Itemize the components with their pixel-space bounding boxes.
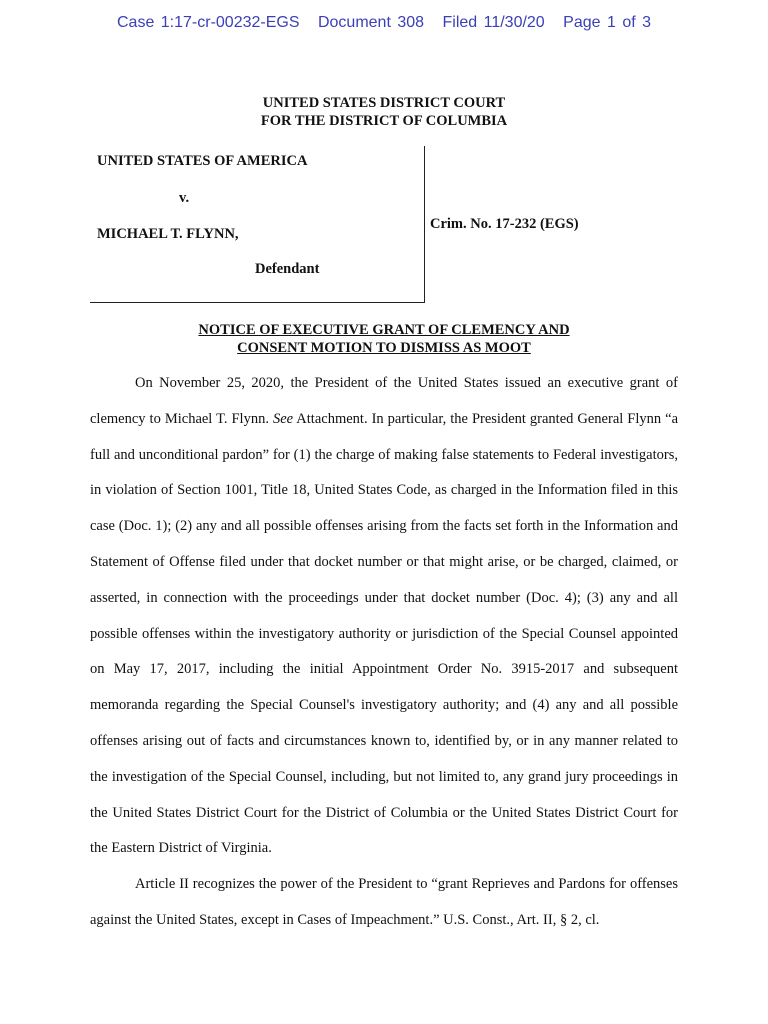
court-name: UNITED STATES DISTRICT COURT [262, 95, 506, 111]
paragraph-1-part-a: On November 25, 2020, the President of the United States issued an executive grant of clemency to Michael T. Flynn. [90, 375, 678, 427]
title-line-2: CONSENT MOTION TO DISMISS AS MOOT [237, 340, 531, 356]
versus-label: v. [179, 190, 190, 206]
paragraph-2: Article II recognizes the power of the President to “grant Reprieves and Pardons for offenses against the United States, except in Cases of Impeachment.” U.S. Const., Art. II, § 2, cl. [90, 876, 678, 928]
document-title [0, 321, 768, 357]
title-line-1: NOTICE OF EXECUTIVE GRANT OF CLEMENCY AND [198, 322, 570, 338]
case-number-stamp: Case 1:17-cr-00232-EGS [116, 14, 300, 31]
ecf-header-stamp [0, 14, 768, 32]
criminal-case-number: Crim. No. 17-232 (EGS) [430, 216, 579, 232]
case-caption [90, 146, 424, 302]
filed-date-stamp: Filed 11/30/20 [442, 14, 545, 31]
document-number-stamp: Document 308 [317, 14, 425, 31]
paragraph-1 [90, 366, 678, 867]
court-heading [0, 94, 768, 130]
caption-vertical-rule [424, 146, 425, 302]
see-signal: See [272, 410, 294, 427]
defendant-name: MICHAEL T. FLYNN, [97, 226, 239, 242]
defendant-label: Defendant [255, 261, 320, 277]
page-count-stamp: Page 1 of 3 [563, 14, 651, 31]
court-district: FOR THE DISTRICT OF COLUMBIA [260, 113, 508, 129]
paragraph-1-part-b: Attachment. In particular, the President granted General Flynn “a full and unconditional pardon” for (1) the charge of making false statements to Federal investigators, in violation of Section 1001, Title 18, United States Code, as charged in the Information filed in this case (Doc. 1); (2) any and all possible offenses arising from the facts set forth in the Information and Statement of Offense filed under that docket number or that might arise, or be charged, claimed, or asserted, in connection with the proceedings under that docket number (Doc. 4); (3) any and all possible offenses within the investigatory authority or jurisdiction of the Special Counsel appointed on May 17, 2017, including the initial Appointment Order No. 3915-2017 and subsequent memoranda regarding the Special Counsel's investigatory authority; and (4) any and all possible offenses arising out of facts and circumstances known to, identified by, or in any manner related to the investigation of the Special Counsel, including, but not limited to, any grand jury proceedings in the United States District Court for the District of Columbia or the United States District Court for the Eastern District of Virginia. [90, 410, 679, 857]
plaintiff-name: UNITED STATES OF AMERICA [97, 153, 308, 169]
caption-horizontal-rule [90, 302, 425, 303]
document-body [90, 366, 678, 939]
